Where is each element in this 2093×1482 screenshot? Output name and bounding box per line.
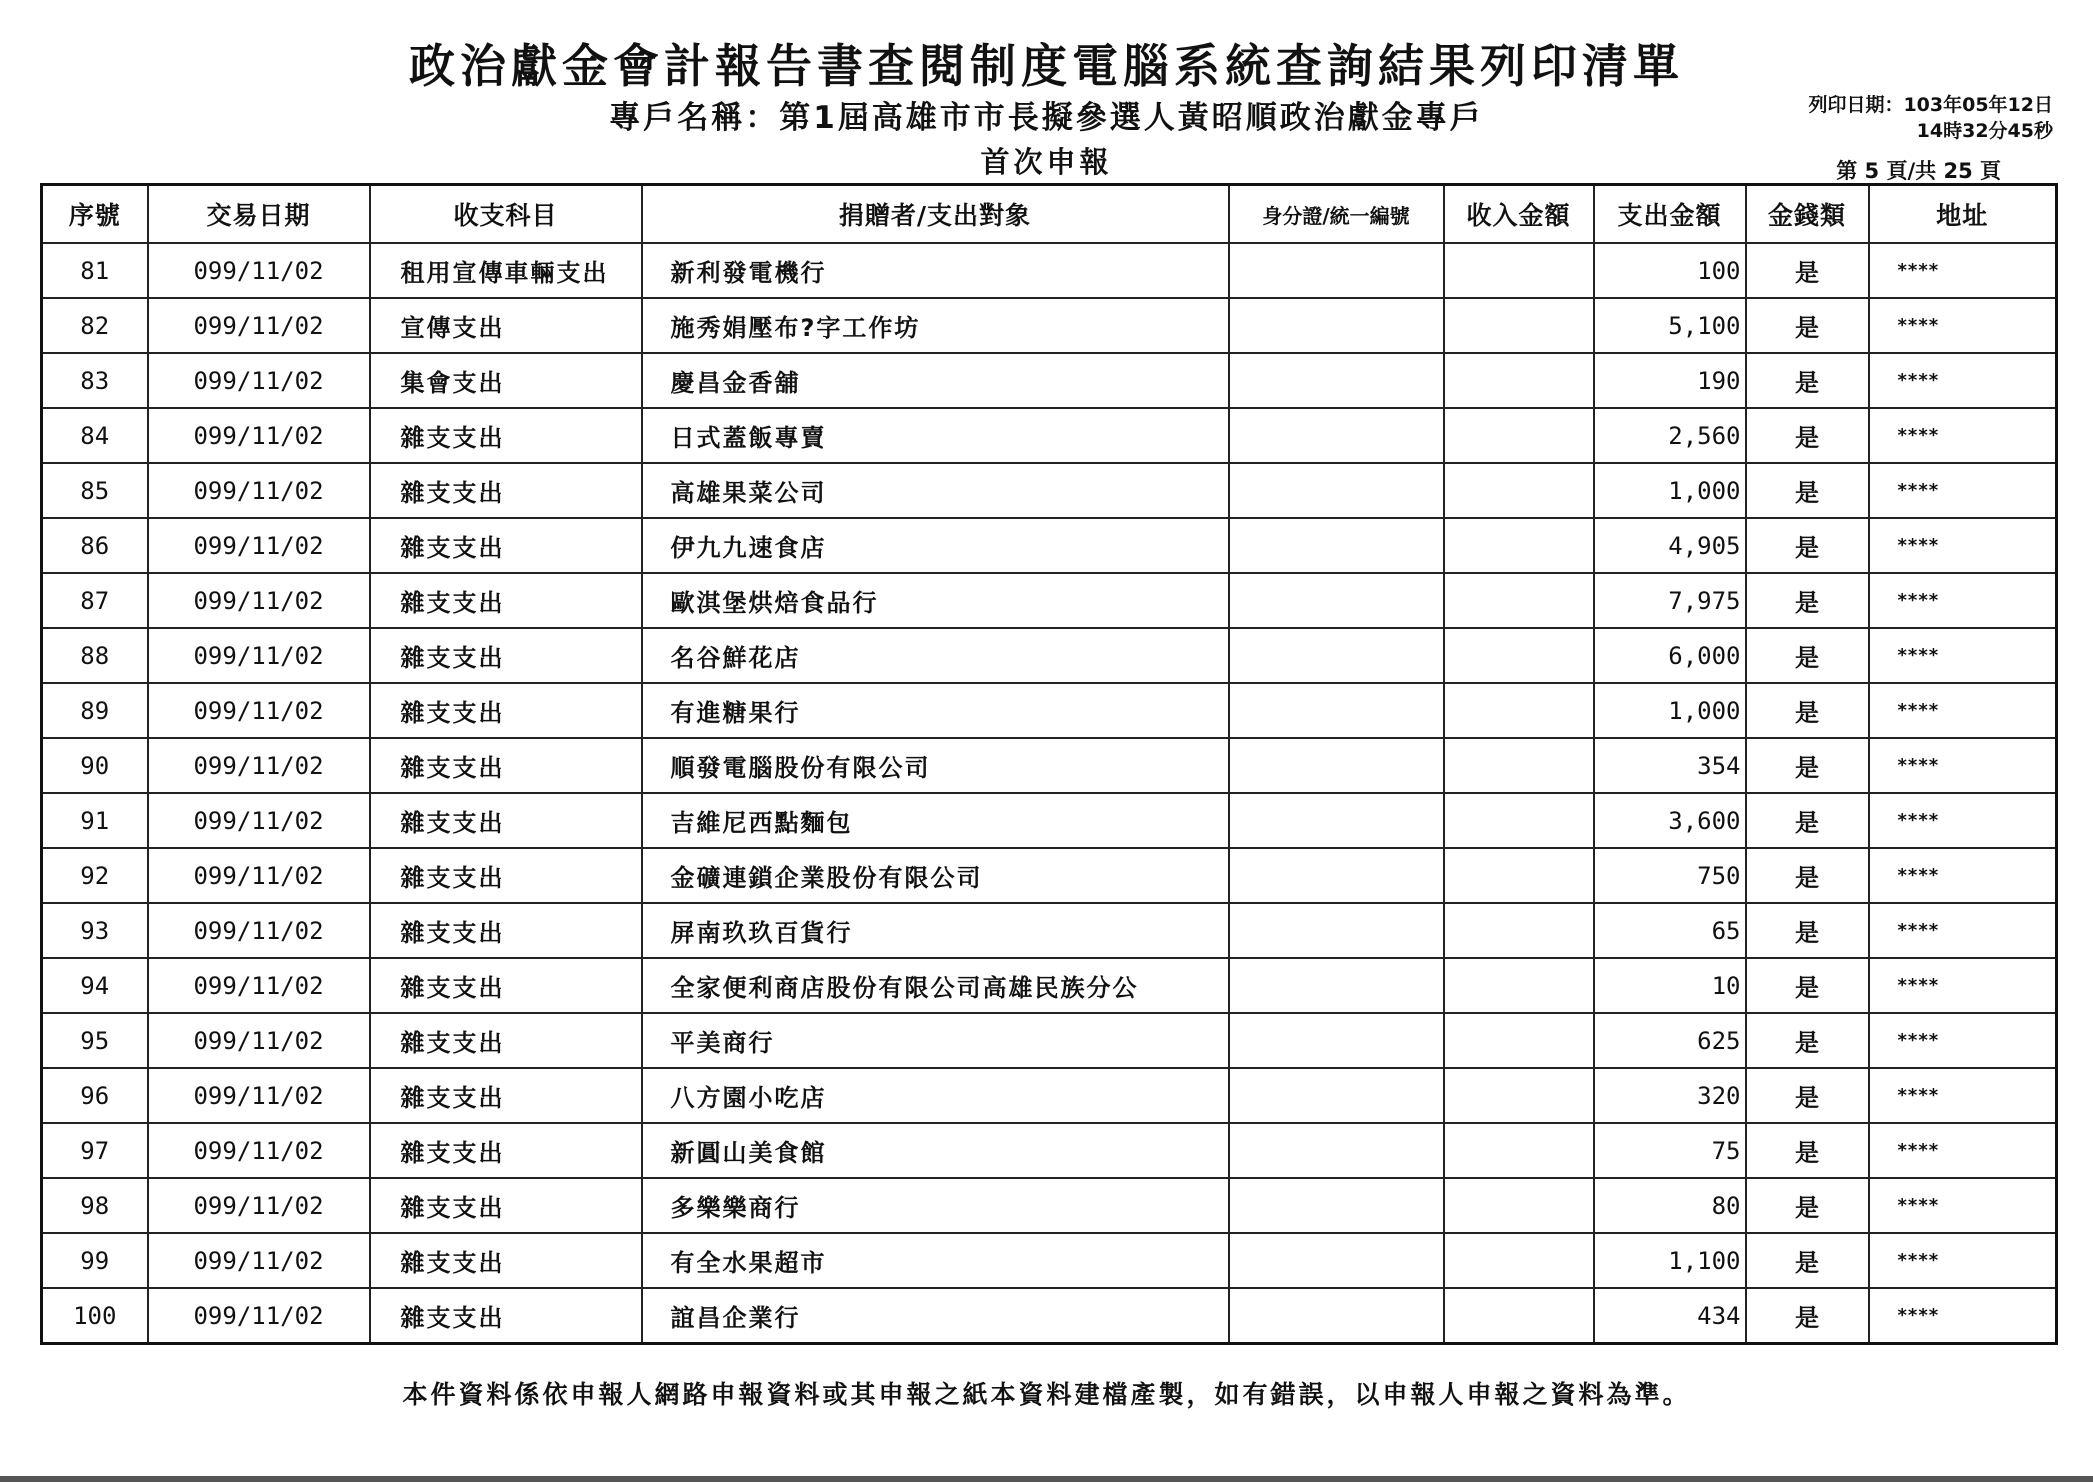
cell-address: ****: [1869, 628, 2057, 683]
cell-category: 雜支支出: [370, 1288, 642, 1344]
cell-category: 雜支支出: [370, 793, 642, 848]
cell-id: [1229, 628, 1444, 683]
cell-date: 099/11/02: [148, 1123, 370, 1178]
table-row: [42, 1233, 2057, 1288]
cell-income: [1444, 793, 1594, 848]
report-type: 首次申報: [980, 145, 1113, 179]
column-header-income: 收入金額: [1444, 185, 1594, 244]
cell-income: [1444, 243, 1594, 298]
cell-id: [1229, 298, 1444, 353]
cell-date: 099/11/02: [148, 793, 370, 848]
cell-date: 099/11/02: [148, 683, 370, 738]
cell-payee: 全家便利商店股份有限公司高雄民族分公: [642, 958, 1229, 1013]
cell-address: ****: [1869, 793, 2057, 848]
cell-seq: 100: [42, 1288, 148, 1344]
cell-seq: 90: [42, 738, 148, 793]
cell-id: [1229, 848, 1444, 903]
cell-seq: 85: [42, 463, 148, 518]
cell-date: 099/11/02: [148, 1068, 370, 1123]
table-row: [42, 1013, 2057, 1068]
table-row: [42, 1068, 2057, 1123]
table-row: [42, 628, 2057, 683]
cell-seq: 97: [42, 1123, 148, 1178]
cell-date: 099/11/02: [148, 1013, 370, 1068]
column-header-money-type: 金錢類: [1746, 185, 1869, 244]
table-row: [42, 408, 2057, 463]
cell-seq: 83: [42, 353, 148, 408]
cell-seq: 96: [42, 1068, 148, 1123]
cell-category: 雜支支出: [370, 1123, 642, 1178]
cell-date: 099/11/02: [148, 848, 370, 903]
column-header-seq: 序號: [42, 185, 148, 244]
cell-address: ****: [1869, 738, 2057, 793]
cell-id: [1229, 1233, 1444, 1288]
cell-id: [1229, 903, 1444, 958]
cell-date: 099/11/02: [148, 738, 370, 793]
cell-date: 099/11/02: [148, 1288, 370, 1344]
cell-seq: 98: [42, 1178, 148, 1233]
cell-category: 雜支支出: [370, 958, 642, 1013]
cell-income: [1444, 958, 1594, 1013]
cell-money-type: 是: [1746, 1288, 1869, 1344]
cell-money-type: 是: [1746, 1233, 1869, 1288]
cell-money-type: 是: [1746, 463, 1869, 518]
cell-category: 雜支支出: [370, 628, 642, 683]
cell-payee: 多樂樂商行: [642, 1178, 1229, 1233]
cell-expense: 75: [1594, 1123, 1746, 1178]
cell-expense: 7,975: [1594, 573, 1746, 628]
column-header-id: 身分證/統一編號: [1229, 185, 1444, 244]
cell-address: ****: [1869, 1013, 2057, 1068]
cell-money-type: 是: [1746, 243, 1869, 298]
cell-seq: 92: [42, 848, 148, 903]
cell-seq: 82: [42, 298, 148, 353]
cell-payee: 八方園小吃店: [642, 1068, 1229, 1123]
cell-expense: 1,000: [1594, 683, 1746, 738]
cell-payee: 金礦連鎖企業股份有限公司: [642, 848, 1229, 903]
cell-seq: 87: [42, 573, 148, 628]
cell-address: ****: [1869, 353, 2057, 408]
cell-money-type: 是: [1746, 408, 1869, 463]
cell-expense: 354: [1594, 738, 1746, 793]
cell-id: [1229, 243, 1444, 298]
cell-income: [1444, 1233, 1594, 1288]
cell-category: 集會支出: [370, 353, 642, 408]
cell-address: ****: [1869, 518, 2057, 573]
table-row: [42, 793, 2057, 848]
cell-date: 099/11/02: [148, 243, 370, 298]
table-body: [42, 243, 2057, 1344]
cell-money-type: 是: [1746, 628, 1869, 683]
cell-money-type: 是: [1746, 1178, 1869, 1233]
cell-id: [1229, 738, 1444, 793]
cell-category: 宣傳支出: [370, 298, 642, 353]
cell-seq: 81: [42, 243, 148, 298]
cell-address: ****: [1869, 298, 2057, 353]
table-row: [42, 683, 2057, 738]
cell-payee: 誼昌企業行: [642, 1288, 1229, 1344]
cell-address: ****: [1869, 408, 2057, 463]
cell-seq: 94: [42, 958, 148, 1013]
table-row: [42, 353, 2057, 408]
cell-payee: 屏南玖玖百貨行: [642, 903, 1229, 958]
cell-seq: 86: [42, 518, 148, 573]
transactions-table: [40, 183, 2058, 1345]
cell-expense: 434: [1594, 1288, 1746, 1344]
cell-income: [1444, 408, 1594, 463]
cell-income: [1444, 463, 1594, 518]
cell-money-type: 是: [1746, 573, 1869, 628]
cell-category: 雜支支出: [370, 1233, 642, 1288]
cell-category: 雜支支出: [370, 1068, 642, 1123]
cell-expense: 10: [1594, 958, 1746, 1013]
cell-income: [1444, 1288, 1594, 1344]
cell-expense: 65: [1594, 903, 1746, 958]
column-header-date: 交易日期: [148, 185, 370, 244]
cell-income: [1444, 683, 1594, 738]
cell-address: ****: [1869, 1178, 2057, 1233]
cell-money-type: 是: [1746, 903, 1869, 958]
page-number: 第 5 頁/共 25 頁: [1836, 159, 2001, 183]
cell-category: 雜支支出: [370, 848, 642, 903]
cell-expense: 320: [1594, 1068, 1746, 1123]
cell-id: [1229, 958, 1444, 1013]
table-row: [42, 958, 2057, 1013]
cell-income: [1444, 848, 1594, 903]
column-header-address: 地址: [1869, 185, 2057, 244]
cell-income: [1444, 738, 1594, 793]
cell-money-type: 是: [1746, 683, 1869, 738]
cell-category: 雜支支出: [370, 463, 642, 518]
cell-id: [1229, 793, 1444, 848]
cell-payee: 有全水果超市: [642, 1233, 1229, 1288]
cell-expense: 190: [1594, 353, 1746, 408]
page-title: 政治獻金會計報告書查閱制度電腦系統查詢結果列印清單: [409, 39, 1684, 93]
cell-date: 099/11/02: [148, 1233, 370, 1288]
cell-address: ****: [1869, 243, 2057, 298]
cell-id: [1229, 518, 1444, 573]
cell-income: [1444, 573, 1594, 628]
cell-income: [1444, 1068, 1594, 1123]
cell-seq: 99: [42, 1233, 148, 1288]
table-row: [42, 738, 2057, 793]
cell-id: [1229, 463, 1444, 518]
cell-date: 099/11/02: [148, 1178, 370, 1233]
cell-income: [1444, 298, 1594, 353]
cell-money-type: 是: [1746, 1068, 1869, 1123]
column-header-payee: 捐贈者/支出對象: [642, 185, 1229, 244]
cell-seq: 93: [42, 903, 148, 958]
table-row: [42, 1123, 2057, 1178]
cell-payee: 伊九九速食店: [642, 518, 1229, 573]
table-row: [42, 298, 2057, 353]
cell-expense: 625: [1594, 1013, 1746, 1068]
cell-money-type: 是: [1746, 848, 1869, 903]
table-row: [42, 903, 2057, 958]
cell-seq: 88: [42, 628, 148, 683]
cell-payee: 新圓山美食館: [642, 1123, 1229, 1178]
cell-money-type: 是: [1746, 1013, 1869, 1068]
cell-category: 雜支支出: [370, 683, 642, 738]
cell-category: 租用宣傳車輛支出: [370, 243, 642, 298]
cell-category: 雜支支出: [370, 408, 642, 463]
cell-income: [1444, 353, 1594, 408]
cell-category: 雜支支出: [370, 518, 642, 573]
cell-address: ****: [1869, 958, 2057, 1013]
cell-payee: 順發電腦股份有限公司: [642, 738, 1229, 793]
cell-seq: 95: [42, 1013, 148, 1068]
cell-category: 雜支支出: [370, 573, 642, 628]
cell-income: [1444, 1013, 1594, 1068]
print-date: 列印日期：103年05年12日: [1808, 94, 2053, 116]
cell-address: ****: [1869, 903, 2057, 958]
cell-payee: 有進糖果行: [642, 683, 1229, 738]
cell-income: [1444, 1178, 1594, 1233]
cell-category: 雜支支出: [370, 1178, 642, 1233]
cell-date: 099/11/02: [148, 353, 370, 408]
cell-seq: 89: [42, 683, 148, 738]
cell-money-type: 是: [1746, 793, 1869, 848]
cell-expense: 750: [1594, 848, 1746, 903]
cell-address: ****: [1869, 1233, 2057, 1288]
cell-address: ****: [1869, 1288, 2057, 1344]
cell-date: 099/11/02: [148, 518, 370, 573]
cell-id: [1229, 353, 1444, 408]
account-name: 專戶名稱：第1屆高雄市市長擬參選人黃昭順政治獻金專戶: [609, 100, 1484, 136]
cell-seq: 91: [42, 793, 148, 848]
cell-address: ****: [1869, 848, 2057, 903]
table-row: [42, 1288, 2057, 1344]
cell-money-type: 是: [1746, 738, 1869, 793]
cell-income: [1444, 903, 1594, 958]
cell-date: 099/11/02: [148, 573, 370, 628]
table-row: [42, 573, 2057, 628]
cell-date: 099/11/02: [148, 958, 370, 1013]
cell-seq: 84: [42, 408, 148, 463]
cell-address: ****: [1869, 573, 2057, 628]
table-row: [42, 518, 2057, 573]
cell-payee: 歐淇堡烘焙食品行: [642, 573, 1229, 628]
cell-expense: 4,905: [1594, 518, 1746, 573]
cell-payee: 施秀娟壓布?字工作坊: [642, 298, 1229, 353]
cell-expense: 100: [1594, 243, 1746, 298]
table-row: [42, 243, 2057, 298]
cell-date: 099/11/02: [148, 903, 370, 958]
cell-payee: 吉維尼西點麵包: [642, 793, 1229, 848]
print-time: 14時32分45秒: [1916, 120, 2053, 142]
cell-category: 雜支支出: [370, 738, 642, 793]
cell-payee: 名谷鮮花店: [642, 628, 1229, 683]
cell-expense: 2,560: [1594, 408, 1746, 463]
cell-expense: 6,000: [1594, 628, 1746, 683]
cell-money-type: 是: [1746, 353, 1869, 408]
cell-income: [1444, 628, 1594, 683]
cell-payee: 日式蓋飯專賣: [642, 408, 1229, 463]
cell-expense: 80: [1594, 1178, 1746, 1233]
cell-id: [1229, 683, 1444, 738]
cell-money-type: 是: [1746, 1123, 1869, 1178]
cell-id: [1229, 1123, 1444, 1178]
cell-address: ****: [1869, 1123, 2057, 1178]
cell-income: [1444, 518, 1594, 573]
table-row: [42, 848, 2057, 903]
cell-id: [1229, 1013, 1444, 1068]
cell-category: 雜支支出: [370, 903, 642, 958]
table-row: [42, 463, 2057, 518]
cell-income: [1444, 1123, 1594, 1178]
cell-date: 099/11/02: [148, 628, 370, 683]
cell-date: 099/11/02: [148, 408, 370, 463]
table-header-row: [42, 185, 2057, 244]
cell-payee: 平美商行: [642, 1013, 1229, 1068]
cell-id: [1229, 573, 1444, 628]
disclaimer-note: 本件資料係依申報人網路申報資料或其申報之紙本資料建檔產製，如有錯誤，以申報人申報之資料為準。: [402, 1380, 1691, 1409]
cell-expense: 3,600: [1594, 793, 1746, 848]
cell-id: [1229, 408, 1444, 463]
column-header-expense: 支出金額: [1594, 185, 1746, 244]
cell-expense: 5,100: [1594, 298, 1746, 353]
table-row: [42, 1178, 2057, 1233]
cell-id: [1229, 1178, 1444, 1233]
cell-address: ****: [1869, 463, 2057, 518]
cell-expense: 1,000: [1594, 463, 1746, 518]
column-header-category: 收支科目: [370, 185, 642, 244]
cell-expense: 1,100: [1594, 1233, 1746, 1288]
cell-address: ****: [1869, 1068, 2057, 1123]
cell-date: 099/11/02: [148, 463, 370, 518]
cell-payee: 新利發電機行: [642, 243, 1229, 298]
cell-category: 雜支支出: [370, 1013, 642, 1068]
cell-money-type: 是: [1746, 298, 1869, 353]
cell-payee: 慶昌金香舖: [642, 353, 1229, 408]
cell-money-type: 是: [1746, 518, 1869, 573]
cell-date: 099/11/02: [148, 298, 370, 353]
cell-id: [1229, 1068, 1444, 1123]
cell-address: ****: [1869, 683, 2057, 738]
cell-payee: 高雄果菜公司: [642, 463, 1229, 518]
scan-edge: [0, 1476, 2093, 1482]
cell-money-type: 是: [1746, 958, 1869, 1013]
cell-id: [1229, 1288, 1444, 1344]
